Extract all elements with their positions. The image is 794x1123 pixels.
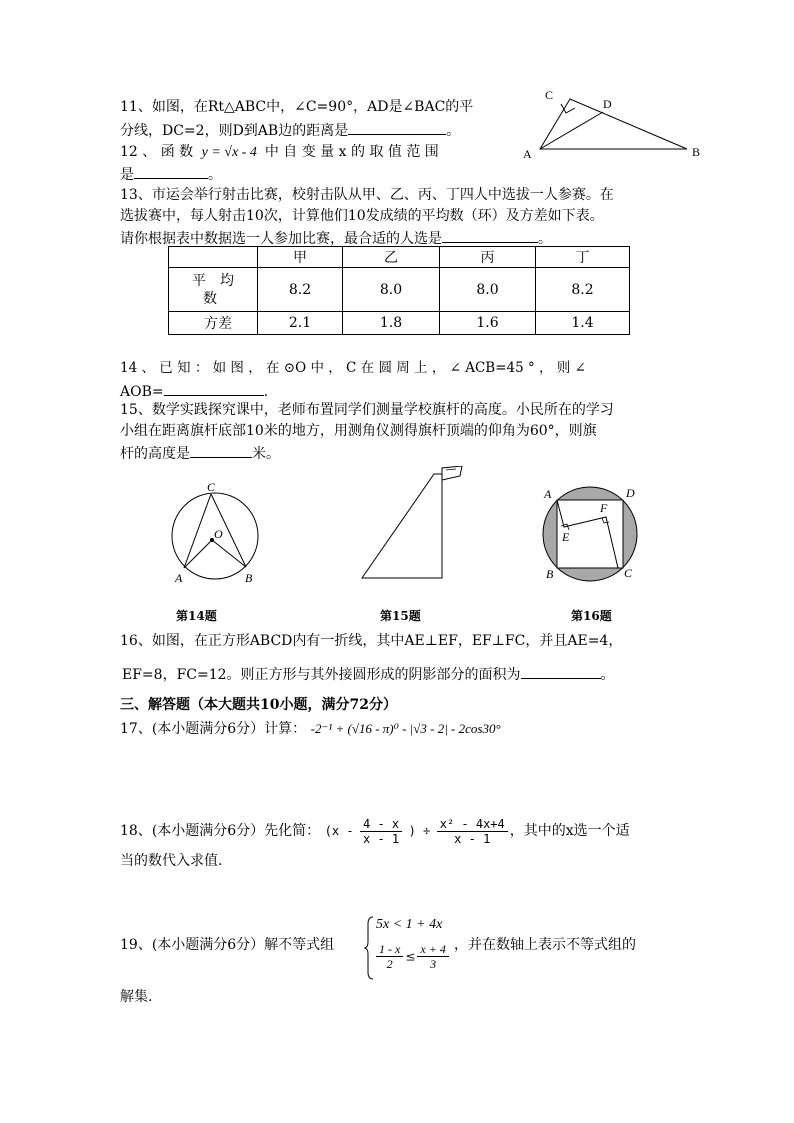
q18-expr-mid: ) ÷ xyxy=(408,824,431,838)
q12-answer-blank[interactable] xyxy=(134,164,208,179)
q19-inequality-2 xyxy=(374,942,451,971)
q18-frac1-numerator: 4 - x xyxy=(360,817,402,832)
q14-figure xyxy=(163,478,273,588)
q18-text: 18、(本小题满分6分）先化简： xyxy=(120,823,321,839)
q11-label-a: A xyxy=(523,147,532,161)
header-jia: 甲 xyxy=(258,247,343,268)
table-row xyxy=(169,312,630,335)
q13-line1: 13、市运会举行射击比赛，校射击队从甲、乙、丙、丁四人中选拔一人参赛。在 xyxy=(120,187,614,203)
q18-frac1-denominator: x - 1 xyxy=(363,831,400,846)
q17-text: 17、(本小题满分6分）计算： xyxy=(120,721,307,737)
mean-row-label xyxy=(169,268,258,312)
q13-answer-blank[interactable] xyxy=(442,228,538,243)
q19-frac2-numerator: x + 4 xyxy=(417,942,448,957)
q16-label-c: C xyxy=(624,566,633,580)
q18-line2: 当的数代入求值. xyxy=(120,853,223,869)
mean-yi: 8.0 xyxy=(343,268,440,312)
q16-text2: EF=8，FC=12。则正方形与其外接圆形成的阴影部分的面积为 xyxy=(122,667,521,683)
q12-line1 xyxy=(120,143,439,162)
q16-line1: 16、如图，在正方形ABCD内有一折线，其中AE⊥EF，EF⊥FC，并且AE=4， xyxy=(120,633,623,649)
q17-expression: -2⁻¹ + (√16 - π)⁰ - |√3 - 2| - 2cos30° xyxy=(310,721,501,736)
q19-inequality-1: 5x < 1 + 4x xyxy=(376,917,443,932)
variance-ding: 1.4 xyxy=(536,312,630,335)
q11-answer-blank[interactable] xyxy=(348,120,446,135)
q19-line2: 解集. xyxy=(120,989,153,1005)
q11-figure xyxy=(515,82,715,162)
q12-suffix: 中 自 变 量 x 的 取 值 范 围 xyxy=(264,144,439,160)
q16-line2 xyxy=(122,664,615,684)
q12-function: y = √x - 4 xyxy=(201,145,257,160)
q19-leq: ≤ xyxy=(405,949,416,964)
q13-text3: 请你根据表中数据选一人参加比赛，最合适的人选是 xyxy=(120,231,442,247)
q11-text: 分线，DC=2，则D到AB边的距离是 xyxy=(120,123,349,139)
q16-answer-blank[interactable] xyxy=(521,664,601,679)
q13-line2: 选拔赛中，每人射击10次，计算他们10发成绩的平均数（环）及方差如下表。 xyxy=(120,208,604,224)
q18-line1 xyxy=(120,814,630,848)
q16-label-b: B xyxy=(546,567,554,581)
mean-label-2: 数 xyxy=(203,290,217,307)
q16-figure xyxy=(538,484,644,584)
q18-fraction-2 xyxy=(437,817,508,846)
q15-line1: 15、数学实践探究课中，老师布置同学们测量学校旗杆的高度。小民所在的学习 xyxy=(120,402,614,418)
q18-frac2-denominator: x - 1 xyxy=(454,831,491,846)
q13-score-table xyxy=(168,246,630,335)
q11-line2 xyxy=(120,120,460,140)
q14-label-c: C xyxy=(207,480,216,494)
q15-end: 米。 xyxy=(252,446,280,462)
mean-jia: 8.2 xyxy=(258,268,343,312)
q12-end: 。 xyxy=(208,167,222,183)
mean-label-1: 平 均 xyxy=(192,272,234,289)
q17-line xyxy=(120,720,501,738)
q11-label-c: C xyxy=(545,88,554,102)
q14-label-b: B xyxy=(245,571,253,585)
q19-text: 19、(本小题满分6分）解不等式组 xyxy=(120,937,335,953)
q14-line2 xyxy=(120,381,268,401)
q18-tail: ，其中的x选一个适 xyxy=(509,823,630,839)
variance-jia: 2.1 xyxy=(258,312,343,335)
table-corner-cell xyxy=(169,247,258,268)
table-row xyxy=(169,247,630,268)
header-yi: 乙 xyxy=(343,247,440,268)
q12-text2: 是 xyxy=(120,167,134,183)
q14-end: . xyxy=(263,384,269,400)
q19-frac1-numerator: 1 - x xyxy=(376,942,403,957)
q19-frac2-denominator: 3 xyxy=(430,957,437,971)
q15-line2: 小组在距离旗杆底部10米的地方，用测角仪测得旗杆顶端的仰角为60°，则旗 xyxy=(120,423,597,439)
q16-label-d: D xyxy=(626,486,635,500)
q18-frac2-numerator: x² - 4x+4 xyxy=(437,817,508,832)
q19-brace xyxy=(364,916,374,980)
q16-end: 。 xyxy=(600,667,615,683)
q14-line1: 14 、 已 知 ： 如 图 ， 在 ⊙O 中 ， C 在 圆 周 上 ， ∠ ACB=45 ° ， 则 ∠ xyxy=(120,360,586,376)
q14-text2: AOB= xyxy=(120,384,164,400)
q15-figure xyxy=(356,466,468,582)
table-row xyxy=(169,268,630,312)
q19-frac1-denominator: 2 xyxy=(386,957,393,971)
section-3-heading: 三、解答题（本大题共10小题，满分72分） xyxy=(120,697,397,713)
q16-label-a: A xyxy=(544,487,552,501)
q15-answer-blank[interactable] xyxy=(190,443,252,458)
q18-expr-pre: (x - xyxy=(324,824,354,838)
q14-label-a: A xyxy=(175,571,183,585)
q12-prefix: 12 、 函 数 xyxy=(120,144,194,160)
q15-line3 xyxy=(120,443,280,463)
q18-fraction-1 xyxy=(360,817,402,846)
q13-line3 xyxy=(120,228,552,248)
header-bing: 丙 xyxy=(440,247,536,268)
q14-label-o: O xyxy=(214,527,223,541)
mean-bing: 8.0 xyxy=(440,268,536,312)
q12-line2 xyxy=(120,164,222,184)
header-ding: 丁 xyxy=(536,247,630,268)
q11-label-d: D xyxy=(603,97,612,111)
q19-frac-1 xyxy=(376,942,403,971)
caption-figure-16: 第16题 xyxy=(571,609,612,623)
variance-bing: 1.6 xyxy=(440,312,536,335)
caption-figure-14: 第14题 xyxy=(176,609,217,623)
q13-end: 。 xyxy=(538,231,552,247)
q19-frac-2 xyxy=(417,942,448,971)
variance-yi: 1.8 xyxy=(343,312,440,335)
q16-label-e: E xyxy=(562,530,570,544)
variance-row-label: 方差 xyxy=(169,312,258,335)
q16-label-f: F xyxy=(600,501,608,515)
mean-ding: 8.2 xyxy=(536,268,630,312)
q19-tail: ，并在数轴上表示不等式组的 xyxy=(454,937,636,953)
q11-end: 。 xyxy=(446,123,461,139)
q11-label-b: B xyxy=(692,145,701,159)
q14-answer-blank[interactable] xyxy=(164,381,264,396)
q15-text3: 杆的高度是 xyxy=(120,446,190,462)
q11-line1: 11、如图，在Rt△ABC中，∠C=90°，AD是∠BAC的平 xyxy=(120,99,474,115)
caption-figure-15: 第15题 xyxy=(380,609,421,623)
